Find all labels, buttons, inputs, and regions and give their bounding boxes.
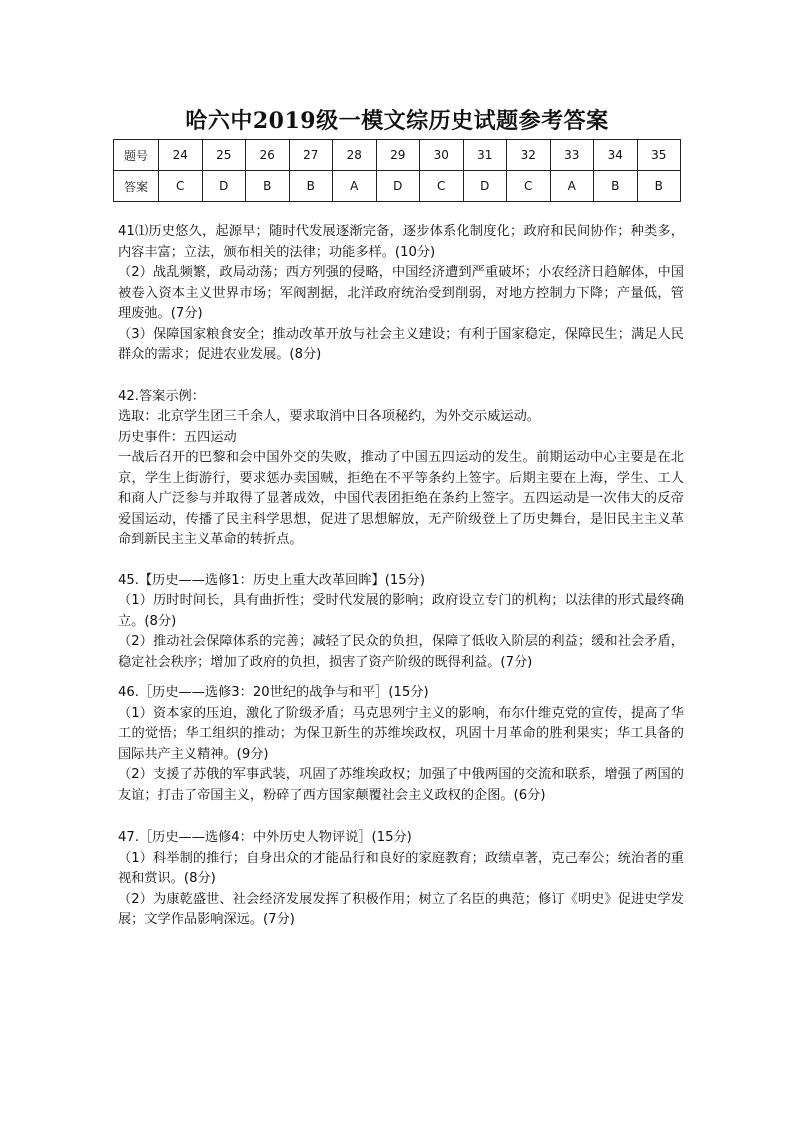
question-number-cell: 28 xyxy=(333,140,377,171)
question-41-section xyxy=(118,222,684,366)
answer-cell: A xyxy=(550,171,594,202)
answer-cell: B xyxy=(289,171,333,202)
question-number-header: 题号 xyxy=(114,140,159,171)
q41-part1: 41⑴历史悠久，起源早；随时代发展逐渐完备，逐步体系化制度化；政府和民间协作；种类多，内容丰富；立法，颁布相关的法律；功能多样。(10分) xyxy=(118,224,684,260)
q45-part2: （2）推动社会保障体系的完善；减轻了民众的负担，保障了低收入阶层的利益；缓和社会矛盾，稳定社会秩序；增加了政府的负担，损害了资产阶级的既得利益。(7分) xyxy=(118,634,684,670)
answer-row xyxy=(114,171,681,202)
question-47-section xyxy=(118,828,684,931)
answer-cell: C xyxy=(420,171,464,202)
answer-cell: B xyxy=(637,171,681,202)
answer-cell: D xyxy=(376,171,420,202)
question-number-cell: 25 xyxy=(202,140,246,171)
answer-content xyxy=(118,222,684,931)
q42-heading: 42.答案示例： xyxy=(118,388,205,404)
q41-part2: （2）战乱频繁，政局动荡；西方列强的侵略，中国经济遭到严重破坏；小农经济日趋解体，中国被卷入资本主义世界市场；军阀割据，北洋政府统治受到削弱，对地方控制力下降；产量低，管理废弛。(7分) xyxy=(118,265,684,321)
question-number-cell: 24 xyxy=(159,140,203,171)
q45-heading: 45.【历史——选修1：历史上重大改革回眸】(15分) xyxy=(118,572,425,588)
question-45-section xyxy=(118,571,684,674)
question-number-cell: 35 xyxy=(637,140,681,171)
q42-event: 历史事件：五四运动 xyxy=(118,429,237,445)
question-46-section xyxy=(118,683,684,806)
q46-heading: 46.［历史——选修3：20世纪的战争与和平］(15分) xyxy=(118,685,429,700)
answer-header: 答案 xyxy=(114,171,159,202)
q46-part2: （2）支援了苏俄的军事武装，巩固了苏维埃政权；加强了中俄两国的交流和联系，增强了两国的友谊；打击了帝国主义，粉碎了西方国家颠覆社会主义政权的企图。(6分) xyxy=(118,767,684,803)
page-title: 哈六中2019级一模文综历史试题参考答案 xyxy=(185,108,609,134)
question-number-cell: 34 xyxy=(594,140,638,171)
answer-cell: D xyxy=(202,171,246,202)
question-number-cell: 32 xyxy=(507,140,551,171)
question-number-cell: 29 xyxy=(376,140,420,171)
answer-cell: A xyxy=(333,171,377,202)
question-number-cell: 33 xyxy=(550,140,594,171)
question-number-cell: 30 xyxy=(420,140,464,171)
question-number-cell: 31 xyxy=(463,140,507,171)
answer-cell: C xyxy=(507,171,551,202)
answer-cell: B xyxy=(594,171,638,202)
q47-part1: （1）科举制的推行；自身出众的才能品行和良好的家庭教育；政绩卓著，克己奉公；统治者的重视和赏识。(8分) xyxy=(118,850,684,886)
answer-cell: B xyxy=(246,171,290,202)
q47-part2: （2）为康乾盛世、社会经济发展发挥了积极作用；树立了名臣的典范；修订《明史》促进史学发展；文学作品影响深远。(7分) xyxy=(118,891,684,927)
q42-selection: 选取：北京学生团三千余人，要求取消中日各项秘约，为外交示威运动。 xyxy=(118,409,540,424)
q41-part3: （3）保障国家粮食安全；推动改革开放与社会主义建设；有利于国家稳定，保障民生；满足人民群众的需求；促进农业发展。(8分) xyxy=(118,326,684,362)
answer-cell: D xyxy=(463,171,507,202)
answer-cell: C xyxy=(159,171,203,202)
q45-part1: （1）历时时间长，具有曲折性；受时代发展的影响；政府设立专门的机构；以法律的形式最终确立。(8分) xyxy=(118,593,684,629)
q47-heading: 47.［历史——选修4：中外历史人物评说］(15分) xyxy=(118,830,412,845)
q46-part1: （1）资本家的压迫，激化了阶级矛盾；马克思列宁主义的影响，布尔什维克党的宣传，提高了华工的觉悟；华工组织的推动；为保卫新生的苏维埃政权，巩固十月革命的胜利果实；华工具备的国际共产主义精神。(9分) xyxy=(118,705,684,762)
question-number-row xyxy=(114,140,681,171)
question-number-cell: 26 xyxy=(246,140,290,171)
question-42-section xyxy=(118,387,684,551)
q42-explanation: 一战后召开的巴黎和会中国外交的失败，推动了中国五四运动的发生。前期运动中心主要是在北京，学生上街游行，要求惩办卖国贼，拒绝在不平等条约上签字。后期主要在上海，学生、工人和商人广泛参与并取得了显著成效，中国代表团拒绝在条约上签字。五四运动是一次伟大的反帝爱国运动，传播了民主科学思想，促进了思想解放，无产阶级登上了历史舞台，是旧民主主义革命到新民主主义革命的转折点。 xyxy=(118,450,684,547)
answer-key-table xyxy=(113,139,681,202)
question-number-cell: 27 xyxy=(289,140,333,171)
